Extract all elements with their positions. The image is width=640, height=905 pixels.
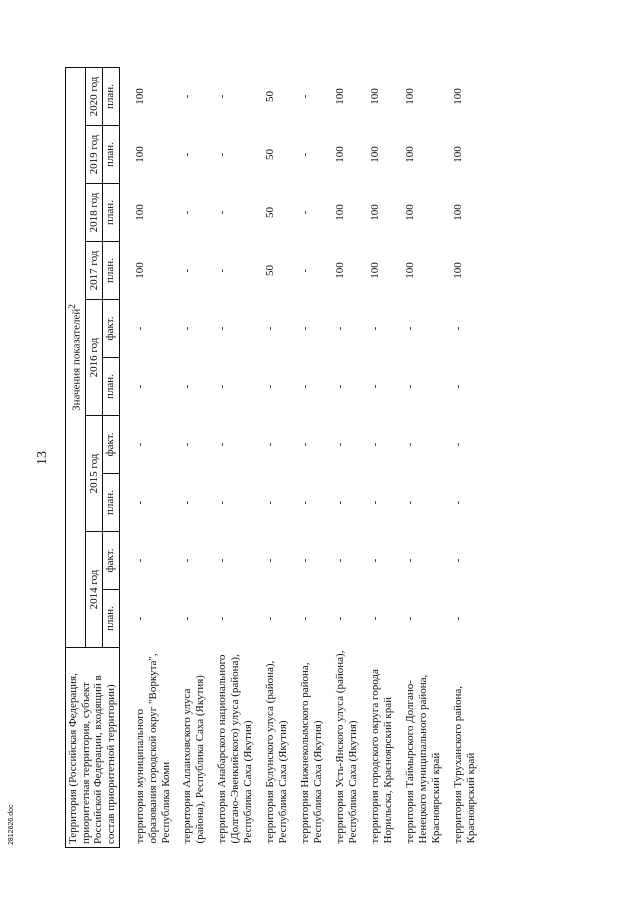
value-cell: -	[369, 558, 382, 563]
year-2020: 2020 год	[86, 67, 103, 125]
fact-label: факт.	[102, 532, 119, 590]
value-cell: 100	[334, 204, 347, 221]
value-cell: -	[133, 326, 146, 331]
value-cell: -	[334, 384, 347, 389]
indicator-table	[65, 67, 479, 848]
value-cell: -	[216, 268, 229, 273]
year-2016: 2016 год	[86, 300, 103, 416]
value-cell: -	[299, 384, 312, 389]
value-cell: -	[369, 500, 382, 505]
value-cell: -	[133, 558, 146, 563]
values-title: Значения показателей	[71, 308, 84, 411]
value-cell: -	[181, 558, 194, 563]
value-cell: 100	[334, 262, 347, 279]
value-cell: 100	[133, 262, 146, 279]
value-cell: -	[404, 384, 417, 389]
table-row	[361, 67, 396, 847]
table-row	[173, 67, 208, 847]
table-row	[326, 67, 361, 847]
header-row-1	[66, 67, 86, 847]
table-row	[396, 67, 444, 847]
value-cell: -	[181, 210, 194, 215]
value-cell: -	[216, 94, 229, 99]
value-cell: 100	[133, 204, 146, 221]
value-cell: -	[264, 500, 277, 505]
value-cell: 100	[404, 88, 417, 105]
value-cell: -	[299, 152, 312, 157]
value-cell: 100	[369, 146, 382, 163]
territory-name: территория городского округа города Норильска, Красноярский край	[369, 669, 395, 844]
value-cell: 100	[404, 204, 417, 221]
value-cell: -	[216, 442, 229, 447]
territory-name: территория Нижнеколымского района, Республика Саха (Якутия)	[299, 662, 325, 844]
rotated-table-block	[35, 68, 625, 848]
value-cell: -	[369, 326, 382, 331]
value-cell: -	[181, 268, 194, 273]
table-row	[119, 67, 173, 847]
value-cell: -	[264, 384, 277, 389]
territory-name: территория Туруханского района, Красноярский край	[451, 685, 477, 844]
plan-label: план.	[102, 242, 119, 300]
value-cell: -	[264, 326, 277, 331]
values-footnote-mark: 2	[67, 304, 78, 309]
value-cell: 100	[451, 88, 464, 105]
year-2018: 2018 год	[86, 184, 103, 242]
value-cell: 100	[334, 88, 347, 105]
value-cell: -	[299, 94, 312, 99]
value-cell: -	[451, 442, 464, 447]
value-cell: 100	[451, 262, 464, 279]
plan-label: план.	[102, 358, 119, 416]
value-cell: -	[334, 500, 347, 505]
value-cell: 50	[264, 207, 277, 218]
value-cell: -	[181, 384, 194, 389]
fact-label: факт.	[102, 416, 119, 474]
value-cell: -	[451, 616, 464, 621]
value-cell: -	[334, 558, 347, 563]
value-cell: -	[334, 616, 347, 621]
territory-name: территория Анабарского национального (Долгано-Эвенкийского) улуса (района), Республика Саха (Якутия)	[216, 654, 255, 844]
value-cell: -	[216, 326, 229, 331]
year-2019: 2019 год	[86, 126, 103, 184]
territory-name: территория Усть-Янского улуса (района), Республика Саха (Якутия)	[334, 650, 360, 844]
value-cell: -	[133, 500, 146, 505]
value-cell: -	[216, 616, 229, 621]
value-cell: -	[264, 558, 277, 563]
value-cell: 100	[369, 204, 382, 221]
value-cell: -	[451, 558, 464, 563]
value-cell: 100	[404, 146, 417, 163]
value-cell: -	[216, 558, 229, 563]
value-cell: -	[181, 326, 194, 331]
year-2015: 2015 год	[86, 416, 103, 532]
territory-name: территория Таймырского Долгано-Ненецкого муниципального района, Красноярский край	[404, 674, 442, 844]
footer-file-code: 2812626.doc	[8, 804, 15, 845]
value-cell: -	[299, 616, 312, 621]
value-cell: 100	[451, 204, 464, 221]
value-cell: 50	[264, 91, 277, 102]
value-cell: -	[334, 326, 347, 331]
value-cell: -	[404, 500, 417, 505]
value-cell: 100	[334, 146, 347, 163]
value-cell: -	[181, 152, 194, 157]
table-row	[208, 67, 256, 847]
value-cell: 50	[264, 265, 277, 276]
value-cell: 50	[264, 149, 277, 160]
table-row	[444, 67, 479, 847]
value-cell: -	[369, 616, 382, 621]
value-cell: -	[404, 326, 417, 331]
value-cell: -	[181, 442, 194, 447]
value-cell: -	[451, 500, 464, 505]
value-cell: -	[216, 210, 229, 215]
value-cell: -	[369, 442, 382, 447]
territory-header: Территория (Российская Федерация, приоритетная территория, субъект Российской Федерации, входящий в состав приоритетной территории)	[66, 648, 120, 848]
value-cell: -	[404, 558, 417, 563]
table-row	[291, 67, 326, 847]
value-cell: -	[299, 268, 312, 273]
value-cell: -	[181, 616, 194, 621]
value-cell: -	[451, 326, 464, 331]
value-cell: -	[181, 500, 194, 505]
value-cell: -	[404, 616, 417, 621]
value-cell: -	[181, 94, 194, 99]
value-cell: -	[216, 384, 229, 389]
value-cell: -	[216, 152, 229, 157]
value-cell: 100	[369, 262, 382, 279]
value-cell: -	[133, 384, 146, 389]
fact-label: факт.	[102, 300, 119, 358]
value-cell: 100	[404, 262, 417, 279]
territory-name: территория муниципального образования городской округ "Воркута", Республика Коми	[133, 653, 172, 844]
value-cell: -	[299, 442, 312, 447]
value-cell: -	[264, 616, 277, 621]
values-header	[66, 67, 86, 647]
value-cell: -	[133, 442, 146, 447]
plan-label: план.	[102, 184, 119, 242]
value-cell: 100	[451, 146, 464, 163]
value-cell: -	[299, 326, 312, 331]
plan-label: план.	[102, 67, 119, 125]
plan-label: план.	[102, 590, 119, 648]
territory-name: территория Аллаиховского улуса (района), Республика Саха (Якутия)	[181, 675, 207, 844]
year-2017: 2017 год	[86, 242, 103, 300]
value-cell: -	[369, 384, 382, 389]
value-cell: -	[133, 616, 146, 621]
territory-name: территория Булунского улуса (района), Республика Саха (Якутия)	[264, 660, 290, 844]
value-cell: -	[299, 558, 312, 563]
value-cell: 100	[133, 88, 146, 105]
page-number: 13	[35, 451, 50, 465]
value-cell: 100	[133, 146, 146, 163]
table-row	[256, 67, 291, 847]
value-cell: -	[299, 210, 312, 215]
value-cell: 100	[369, 88, 382, 105]
value-cell: -	[299, 500, 312, 505]
plan-label: план.	[102, 474, 119, 532]
value-cell: -	[216, 500, 229, 505]
value-cell: -	[451, 384, 464, 389]
plan-label: план.	[102, 126, 119, 184]
value-cell: -	[264, 442, 277, 447]
value-cell: -	[404, 442, 417, 447]
table-body	[119, 67, 479, 847]
value-cell: -	[334, 442, 347, 447]
year-2014: 2014 год	[86, 532, 103, 648]
